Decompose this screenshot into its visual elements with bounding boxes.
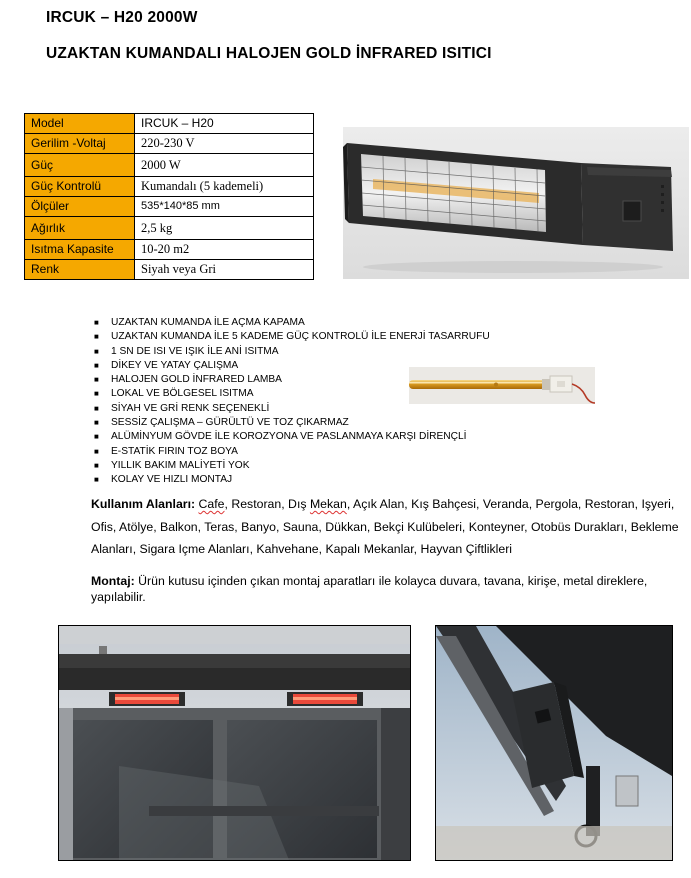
- usage-text-rest: , Açık Alan, Kış Bahçesi, Veranda, Pergola, Restoran, Işyeri, Ofis, Atölye, Balkon, Teras, Banyo, Sauna, Dükkan, Bekçi Kulübeleri, Konteyner, Otobüs Durakları, Bekleme Alanları, Sigara Içme Alanları, Kahvehane, Kapalı Mekanlar, Hayvan Çiftlikleri: [91, 497, 679, 556]
- spec-value: 220-230 V: [135, 134, 314, 154]
- bullet-icon: ■: [94, 403, 99, 413]
- feature-text: ALÜMİNYUM GÖVDE İLE KOROZYONA VE PASLANMAYA KARŞI DİRENÇLİ: [111, 431, 467, 443]
- spec-label: Gerilim -Voltaj: [25, 134, 135, 154]
- list-item: [94, 473, 490, 487]
- bullet-icon: ■: [94, 360, 99, 370]
- installation-photo-ceiling: [435, 625, 673, 861]
- bullet-icon: ■: [94, 418, 99, 428]
- spec-row: [25, 197, 314, 217]
- spec-label: Güç: [25, 154, 135, 177]
- montaj-text: Ürün kutusu içinden çıkan montaj aparatları ile kolayca duvara, tavana, kirişe, metal direklere, yapılabilir.: [91, 574, 648, 604]
- spec-row: [25, 114, 314, 134]
- usage-label: Kullanım Alanları:: [91, 497, 196, 511]
- bullet-icon: ■: [94, 318, 99, 327]
- list-item: [94, 330, 490, 344]
- spec-row: [25, 134, 314, 154]
- list-item: [94, 316, 490, 330]
- feature-text: SESSİZ ÇALIŞMA – GÜRÜLTÜ VE TOZ ÇIKARMAZ: [111, 417, 349, 429]
- feature-text: 1 SN DE ISI VE IŞIK İLE ANİ ISITMA: [111, 345, 279, 357]
- spec-row: [25, 217, 314, 240]
- installation-photo-pergola: [58, 625, 411, 861]
- feature-text: YILLIK BAKIM MALİYETİ YOK: [111, 459, 250, 471]
- bullet-icon: ■: [94, 460, 99, 470]
- feature-text: UZAKTAN KUMANDA İLE AÇMA KAPAMA: [111, 317, 305, 328]
- usage-areas-paragraph: [91, 493, 686, 561]
- spec-label: Ölçüler: [25, 197, 135, 217]
- spec-row: [25, 154, 314, 177]
- spec-label: Renk: [25, 260, 135, 280]
- spec-row: [25, 260, 314, 280]
- bullet-icon: ■: [94, 346, 99, 356]
- bullet-icon: ■: [94, 375, 99, 385]
- bullet-icon: ■: [94, 332, 99, 342]
- spec-value: 10-20 m2: [135, 240, 314, 260]
- montaj-paragraph: [91, 574, 691, 605]
- spec-value: IRCUK – H20: [135, 114, 314, 134]
- spec-value: 2000 W: [135, 154, 314, 177]
- spec-table: [24, 113, 314, 280]
- bullet-icon: ■: [94, 475, 99, 485]
- feature-text: KOLAY VE HIZLI MONTAJ: [111, 474, 233, 486]
- feature-text: E-STATİK FIRIN TOZ BOYA: [111, 445, 238, 457]
- halogen-lamp-image: [409, 367, 595, 404]
- spec-label: Güç Kontrolü: [25, 177, 135, 197]
- list-item: [94, 345, 490, 359]
- spec-value: Siyah veya Gri: [135, 260, 314, 280]
- spec-value: 2,5 kg: [135, 217, 314, 240]
- spec-value: Kumandalı (5 kademeli): [135, 177, 314, 197]
- spec-label: Isıtma Kapasite: [25, 240, 135, 260]
- feature-text: SİYAH VE GRİ RENK SEÇENEKLİ: [111, 402, 270, 414]
- feature-text: LOKAL VE BÖLGESEL ISITMA: [111, 388, 254, 400]
- usage-item-mekan: Mekan: [309, 497, 347, 511]
- bullet-icon: ■: [94, 446, 99, 456]
- list-item: [94, 445, 490, 459]
- feature-text: DİKEY VE YATAY ÇALIŞMA: [111, 359, 239, 371]
- bullet-icon: ■: [94, 432, 99, 442]
- feature-text: HALOJEN GOLD İNFRARED LAMBA: [111, 374, 282, 386]
- product-title: IRCUK – H20 2000W: [46, 9, 198, 26]
- heater-product-image: [343, 127, 689, 279]
- bullet-icon: ■: [94, 389, 99, 399]
- spec-label: Ağırlık: [25, 217, 135, 240]
- spec-row: [25, 177, 314, 197]
- spec-label: Model: [25, 114, 135, 134]
- list-item: [94, 416, 490, 430]
- spec-row: [25, 240, 314, 260]
- feature-text: UZAKTAN KUMANDA İLE 5 KADEME GÜÇ KONTROLÜ İLE ENERJİ TASARRUFU: [111, 331, 490, 343]
- usage-item-cafe: Cafe: [198, 497, 225, 511]
- product-subtitle: UZAKTAN KUMANDALI HALOJEN GOLD İNFRARED ISITICI: [46, 45, 492, 62]
- montaj-label: Montaj:: [91, 574, 135, 588]
- spec-value: 535*140*85 mm: [135, 197, 314, 217]
- list-item: [94, 430, 490, 444]
- list-item: [94, 459, 490, 473]
- usage-text-part: , Restoran, Dış: [224, 497, 310, 511]
